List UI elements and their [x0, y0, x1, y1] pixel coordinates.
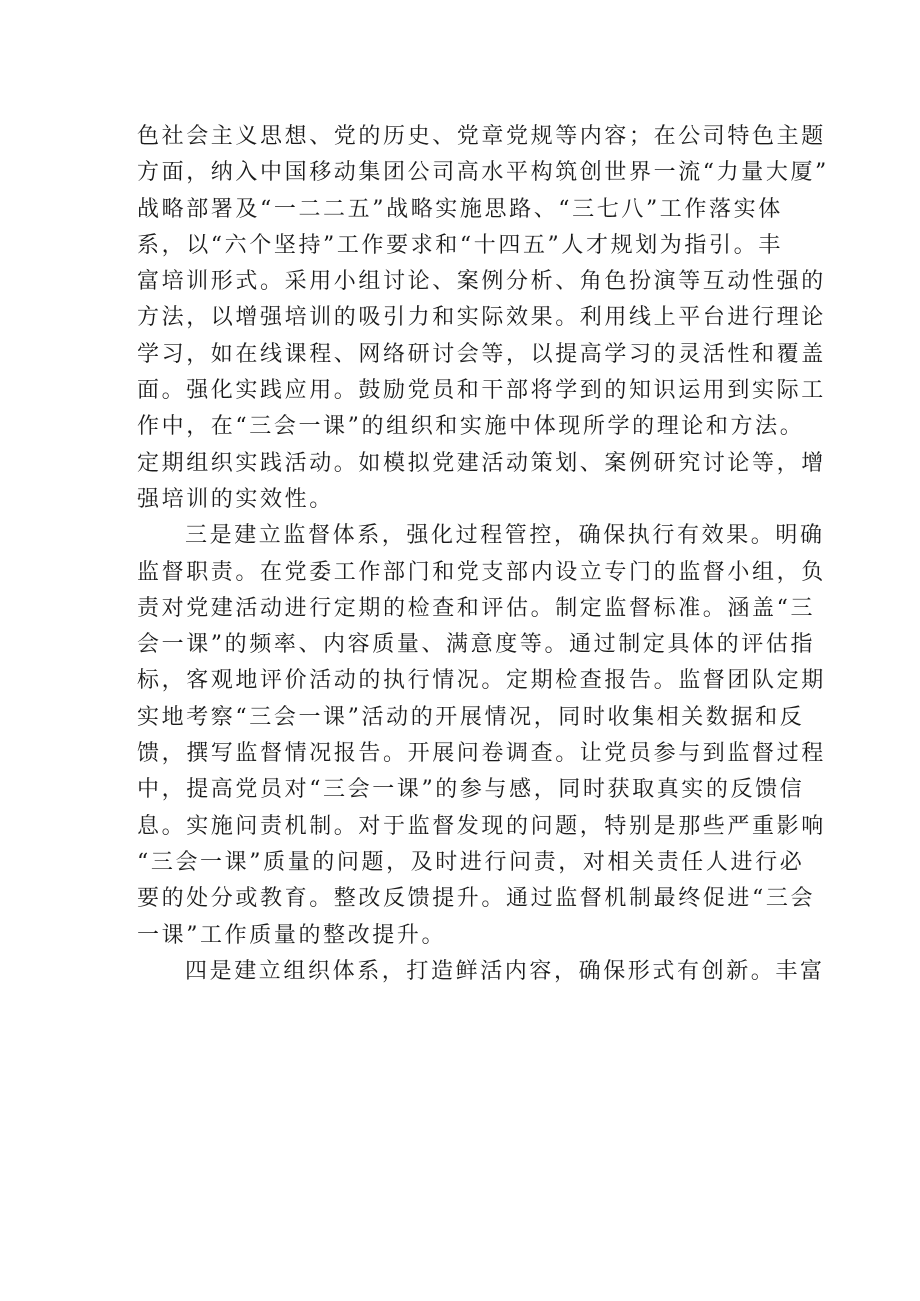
- body-text: [137, 119, 829, 990]
- paragraph-start-line: 三是建立监督体系，强化过程管控，确保执行有效果。明确: [185, 523, 825, 549]
- text-line: 作中，在“三会一课”的组织和实施中体现所学的理论和方法。: [137, 414, 805, 440]
- text-line: 强培训的实效性。: [137, 486, 334, 512]
- text-line: “三会一课”质量的问题，及时进行问责，对相关责任人进行必: [137, 849, 805, 875]
- text-line: 责对党建活动进行定期的检查和评估。制定监督标准。涵盖“三: [137, 595, 816, 621]
- text-line: 馈，撰写监督情况报告。开展问卷调查。让党员参与到监督过程: [137, 741, 826, 767]
- text-line: 息。实施问责机制。对于监督发现的问题，特别是那些严重影响: [137, 813, 826, 839]
- text-line: 方面，纳入中国移动集团公司高水平构筑创世界一流“力量大厦”: [137, 160, 829, 186]
- text-line: 监督职责。在党委工作部门和党支部内设立专门的监督小组，负: [137, 559, 826, 585]
- text-line: 战略部署及“一二二五”战略实施思路、“三七八”工作落实体: [137, 196, 783, 222]
- text-line: 系，以“六个坚持”工作要求和“十四五”人才规划为指引。丰: [137, 232, 783, 258]
- text-line: 一课”工作质量的整改提升。: [137, 922, 447, 948]
- text-line: 学习，如在线课程、网络研讨会等，以提高学习的灵活性和覆盖: [137, 341, 826, 367]
- text-line: 色社会主义思想、党的历史、党章党规等内容；在公司特色主题: [137, 124, 826, 149]
- text-line: 会一课”的频率、内容质量、满意度等。通过制定具体的评估指: [137, 632, 816, 658]
- text-line: 面。强化实践应用。鼓励党员和干部将学到的知识运用到实际工: [137, 378, 826, 404]
- text-line: 标，客观地评价活动的执行情况。定期检查报告。监督团队定期: [137, 668, 826, 694]
- text-line: 富培训形式。采用小组讨论、案例分析、角色扮演等互动性强的: [137, 269, 826, 295]
- text-line: 中，提高党员对“三会一课”的参与感，同时获取真实的反馈信: [137, 777, 805, 803]
- paragraph-start-line: 四是建立组织体系，打造鲜活内容，确保形式有创新。丰富: [185, 958, 825, 984]
- text-line: 实地考察“三会一课”活动的开展情况，同时收集相关数据和反: [137, 704, 805, 730]
- text-line: 定期组织实践活动。如模拟党建活动策划、案例研究讨论等，增: [137, 450, 826, 476]
- text-line: 方法，以增强培训的吸引力和实际效果。利用线上平台进行理论: [137, 305, 826, 331]
- text-line: 要的处分或教育。整改反馈提升。通过监督机制最终促进“三会: [137, 886, 816, 912]
